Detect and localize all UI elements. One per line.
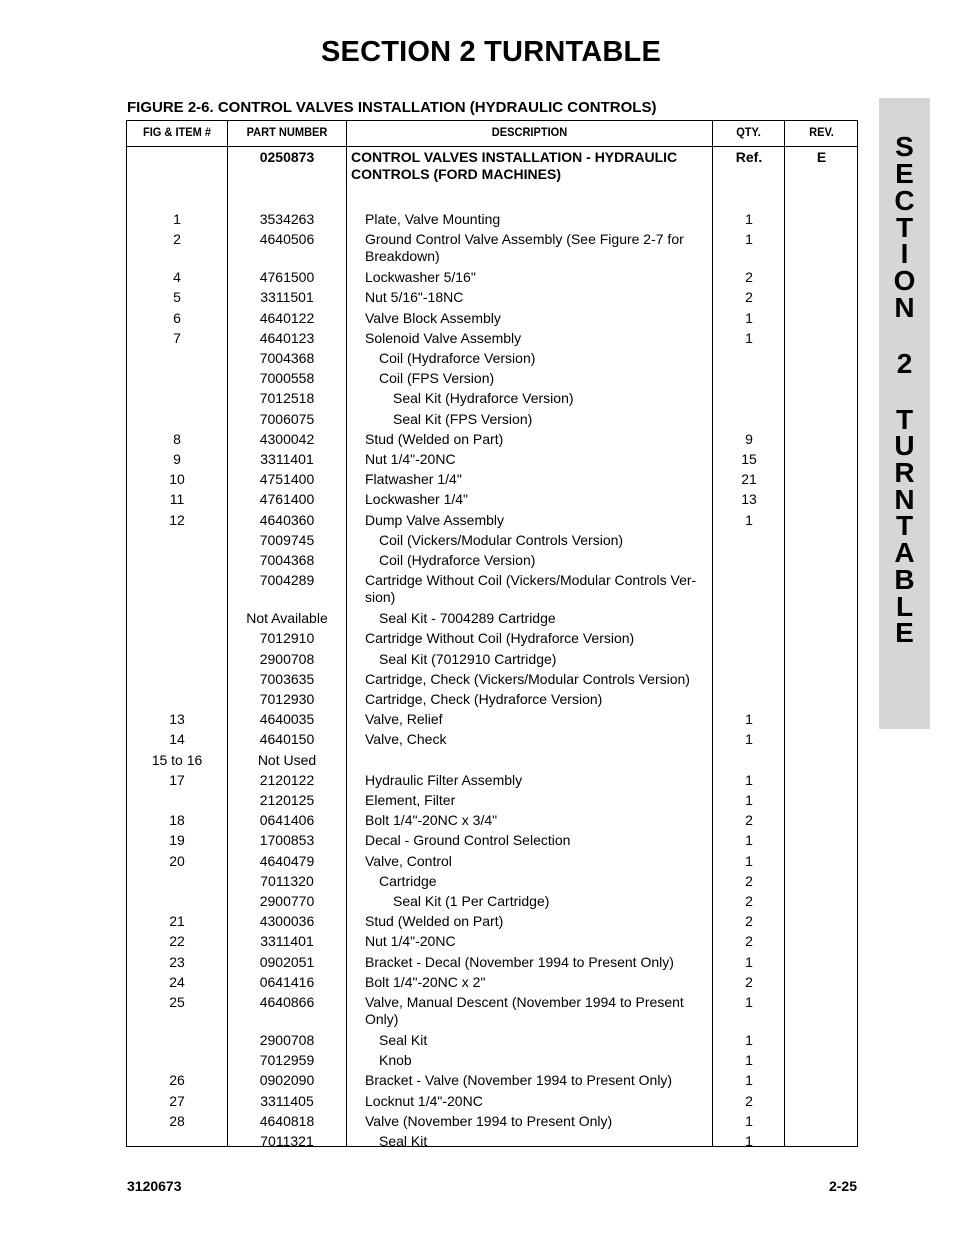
part-number-cell: 4300036 — [259, 913, 315, 930]
qty-cell: 1 — [745, 1032, 753, 1048]
qty-cell: 13 — [741, 491, 757, 508]
side-tab-letter: R — [894, 457, 915, 488]
qty-cell: 2 — [745, 872, 753, 889]
part-number-cell: 2120122 — [259, 771, 315, 788]
part-number-cell: 3311401 — [260, 451, 314, 467]
qty-cell: 2 — [745, 269, 753, 286]
part-number-cell: Not Available — [246, 610, 328, 627]
side-tab-letter: N — [894, 292, 915, 323]
part-number-cell: 0250873 — [259, 149, 315, 165]
qty-cell: 1 — [745, 511, 753, 528]
section-title: SECTION 2 TURNTABLE — [321, 36, 661, 68]
description-cell: Solenoid Valve Assembly — [365, 329, 522, 346]
part-number-cell: 4640818 — [259, 1112, 315, 1129]
qty-cell: 9 — [745, 430, 753, 447]
qty-cell: 1 — [745, 1072, 753, 1089]
fig-item-cell: 2 — [173, 231, 181, 248]
description-cell: Cartridge — [379, 872, 437, 889]
fig-item-cell: 20 — [169, 852, 185, 869]
fig-item-cell: 13 — [169, 711, 185, 728]
fig-item-cell: 12 — [169, 511, 185, 528]
description-cell: Cartridge, Check (Hydraforce Version) — [365, 691, 603, 707]
description-cell: Cartridge Without Coil (Vickers/Modular Controls Ver- sion) — [365, 572, 697, 606]
part-number-cell: 4300042 — [259, 430, 315, 447]
part-number-cell: 7004289 — [259, 572, 315, 589]
qty-cell: 1 — [745, 771, 753, 788]
part-number-cell: 7012930 — [259, 691, 315, 707]
qty-cell: 1 — [745, 832, 753, 849]
fig-item-cell: 22 — [169, 933, 185, 950]
part-number-cell: 4640866 — [259, 994, 315, 1010]
description-cell: Element, Filter — [365, 792, 456, 808]
qty-cell: 2 — [745, 933, 753, 950]
figure-caption: FIGURE 2-6. CONTROL VALVES INSTALLATION (HYDRAULIC CONTROLS) — [127, 99, 657, 116]
column-divider — [346, 121, 347, 1146]
part-number-cell: 7004368 — [259, 552, 315, 568]
part-number-cell: 0902051 — [259, 953, 315, 970]
description-cell: Ground Control Valve Assembly (See Figure 2-7 for Breakdown) — [365, 231, 684, 265]
fig-item-cell: 6 — [173, 309, 181, 326]
description-cell: Cartridge, Check (Vickers/Modular Controls Version) — [365, 670, 690, 687]
qty-cell: 1 — [745, 994, 753, 1010]
qty-cell: 1 — [745, 711, 753, 728]
part-number-cell: 7012910 — [259, 630, 315, 647]
part-number-cell: 2900708 — [259, 1032, 315, 1048]
part-number-cell: 3311401 — [260, 933, 314, 950]
header-part-number: PART NUMBER — [246, 125, 328, 139]
column-divider — [784, 121, 785, 1146]
qty-cell: 1 — [745, 309, 753, 326]
qty-cell: 1 — [745, 731, 753, 748]
side-tab-letter: E — [895, 617, 914, 648]
side-tab-letter: S — [895, 131, 914, 162]
part-number-cell: 3311501 — [260, 289, 314, 306]
fig-item-cell: 9 — [173, 451, 181, 467]
description-cell: Seal Kit (7012910 Cartridge) — [379, 650, 557, 667]
qty-cell: 2 — [745, 289, 753, 306]
header-divider — [127, 146, 857, 147]
rev-cell: E — [816, 149, 827, 165]
description-cell: Stud (Welded on Part) — [365, 430, 504, 447]
page-number: 2-25 — [828, 1178, 857, 1194]
qty-cell: 1 — [745, 1052, 753, 1069]
qty-cell: 1 — [745, 1133, 753, 1149]
header-fig-item: FIG & ITEM # — [142, 125, 212, 139]
part-number-cell: 7000558 — [259, 370, 315, 387]
part-number-cell: 4640360 — [259, 511, 315, 528]
side-tab-letter: L — [895, 591, 914, 622]
description-cell: Stud (Welded on Part) — [365, 913, 504, 930]
part-number-cell: 3534263 — [259, 211, 315, 227]
fig-item-cell: 25 — [169, 994, 185, 1010]
qty-cell: 2 — [745, 1092, 753, 1109]
qty-cell: 1 — [745, 792, 753, 808]
part-number-cell: 7006075 — [259, 410, 315, 427]
description-cell: Seal Kit — [379, 1032, 428, 1048]
header-qty: QTY. — [736, 125, 761, 139]
description-cell: Cartridge Without Coil (Hydraforce Version) — [365, 630, 635, 647]
fig-item-cell: 7 — [173, 329, 181, 346]
qty-cell: 2 — [745, 913, 753, 930]
side-tab-letter: E — [895, 158, 914, 189]
fig-item-cell: 15 to 16 — [151, 751, 203, 768]
side-tab-letter: B — [894, 564, 915, 595]
fig-item-cell: 28 — [169, 1112, 185, 1129]
qty-cell: 2 — [745, 893, 753, 909]
description-cell: CONTROL VALVES INSTALLATION - HYDRAULIC CONTROLS (FORD MACHINES) — [351, 149, 678, 182]
description-cell: Knob — [379, 1052, 412, 1069]
qty-cell: 2 — [745, 973, 753, 990]
part-number-cell: 4640123 — [259, 329, 315, 346]
qty-cell: 15 — [741, 451, 757, 467]
side-tab-letter: C — [894, 185, 915, 216]
description-cell: Flatwasher 1/4" — [365, 471, 462, 488]
part-number-cell: 7012959 — [259, 1052, 315, 1069]
part-number-cell: 7009745 — [259, 531, 315, 548]
parts-table — [126, 120, 858, 1147]
part-number-cell: Not Used — [257, 751, 317, 768]
description-cell: Valve (November 1994 to Present Only) — [365, 1112, 613, 1129]
fig-item-cell: 10 — [169, 471, 185, 488]
side-tab-letter: U — [894, 430, 915, 461]
description-cell: Bolt 1/4"-20NC x 3/4" — [365, 812, 498, 829]
description-cell: Coil (FPS Version) — [379, 370, 495, 387]
part-number-cell: 4640479 — [259, 852, 315, 869]
description-cell: Locknut 1/4"-20NC — [365, 1092, 483, 1109]
description-cell: Plate, Valve Mounting — [365, 211, 501, 227]
description-cell: Seal Kit (FPS Version) — [393, 410, 533, 427]
description-cell: Seal Kit — [379, 1133, 428, 1149]
description-cell: Hydraulic Filter Assembly — [365, 771, 523, 788]
fig-item-cell: 21 — [169, 913, 185, 930]
header-description: DESCRIPTION — [491, 125, 568, 139]
side-tab-letter: A — [894, 537, 915, 568]
description-cell: Nut 1/4"-20NC — [365, 933, 456, 950]
section-side-tab — [879, 98, 930, 729]
qty-cell: 1 — [745, 953, 753, 970]
description-cell: Coil (Hydraforce Version) — [379, 552, 536, 568]
qty-cell: Ref. — [735, 149, 763, 165]
fig-item-cell: 27 — [169, 1092, 185, 1109]
qty-cell: 1 — [745, 1112, 753, 1129]
part-number-cell: 4640506 — [259, 231, 315, 248]
fig-item-cell: 11 — [169, 491, 185, 508]
side-tab-letter: T — [895, 212, 914, 243]
part-number-cell: 4761400 — [259, 491, 315, 508]
description-cell: Valve, Relief — [365, 711, 443, 728]
part-number-cell: 7011321 — [260, 1133, 314, 1149]
description-cell: Seal Kit (1 Per Cartridge) — [393, 893, 550, 909]
side-tab-letter: T — [895, 510, 914, 541]
part-number-cell: 0641406 — [259, 812, 315, 829]
description-cell: Bolt 1/4"-20NC x 2" — [365, 973, 486, 990]
part-number-cell: 1700853 — [259, 832, 315, 849]
part-number-cell: 7012518 — [259, 390, 315, 407]
header-rev: REV. — [809, 125, 834, 139]
description-cell: Coil (Hydraforce Version) — [379, 350, 536, 366]
description-cell: Valve Block Assembly — [365, 309, 501, 326]
description-cell: Valve, Control — [365, 852, 452, 869]
side-tab-letter: O — [893, 265, 916, 296]
description-cell: Bracket - Decal (November 1994 to Present Only) — [365, 953, 674, 970]
part-number-cell: 2900708 — [259, 650, 315, 667]
document-number: 3120673 — [127, 1178, 182, 1194]
part-number-cell: 3311405 — [260, 1092, 314, 1109]
part-number-cell: 2120125 — [259, 792, 315, 808]
description-cell: Dump Valve Assembly — [365, 511, 505, 528]
part-number-cell: 0641416 — [259, 973, 315, 990]
fig-item-cell: 1 — [173, 211, 181, 227]
part-number-cell: 7003635 — [259, 670, 315, 687]
description-cell: Lockwasher 1/4" — [365, 491, 469, 508]
fig-item-cell: 5 — [173, 289, 181, 306]
description-cell: Seal Kit (Hydraforce Version) — [393, 390, 574, 407]
fig-item-cell: 14 — [169, 731, 185, 748]
part-number-cell: 4761500 — [259, 269, 315, 286]
fig-item-cell: 19 — [169, 832, 185, 849]
side-tab-letter: N — [894, 484, 915, 515]
qty-cell: 2 — [745, 812, 753, 829]
part-number-cell: 7004368 — [259, 350, 315, 366]
part-number-cell: 0902090 — [259, 1072, 315, 1089]
part-number-cell: 4640122 — [259, 309, 315, 326]
part-number-cell: 4640035 — [259, 711, 315, 728]
side-tab-letter: T — [895, 404, 914, 435]
fig-item-cell: 17 — [169, 771, 185, 788]
qty-cell: 1 — [745, 329, 753, 346]
column-divider — [712, 121, 713, 1146]
fig-item-cell: 8 — [173, 430, 181, 447]
part-number-cell: 2900770 — [259, 893, 315, 909]
fig-item-cell: 4 — [173, 269, 181, 286]
description-cell: Lockwasher 5/16" — [365, 269, 476, 286]
qty-cell: 1 — [745, 852, 753, 869]
fig-item-cell: 26 — [169, 1072, 185, 1089]
description-cell: Valve, Check — [365, 731, 447, 748]
qty-cell: 1 — [745, 211, 753, 227]
part-number-cell: 4751400 — [259, 471, 315, 488]
part-number-cell: 7011320 — [260, 872, 314, 889]
qty-cell: 21 — [741, 471, 757, 488]
side-tab-letter: 2 — [896, 348, 913, 379]
description-cell: Decal - Ground Control Selection — [365, 832, 571, 849]
qty-cell: 1 — [745, 231, 753, 248]
description-cell: Valve, Manual Descent (November 1994 to Present Only) — [365, 994, 684, 1027]
part-number-cell: 4640150 — [259, 731, 315, 748]
description-cell: Seal Kit - 7004289 Cartridge — [379, 610, 556, 627]
fig-item-cell: 24 — [169, 973, 185, 990]
description-cell: Coil (Vickers/Modular Controls Version) — [379, 531, 624, 548]
fig-item-cell: 23 — [169, 953, 185, 970]
side-tab-letter: I — [900, 238, 909, 269]
description-cell: Nut 5/16"-18NC — [365, 289, 464, 306]
description-cell: Bracket - Valve (November 1994 to Present Only) — [365, 1072, 673, 1089]
description-cell: Nut 1/4"-20NC — [365, 451, 456, 467]
fig-item-cell: 18 — [169, 812, 185, 829]
